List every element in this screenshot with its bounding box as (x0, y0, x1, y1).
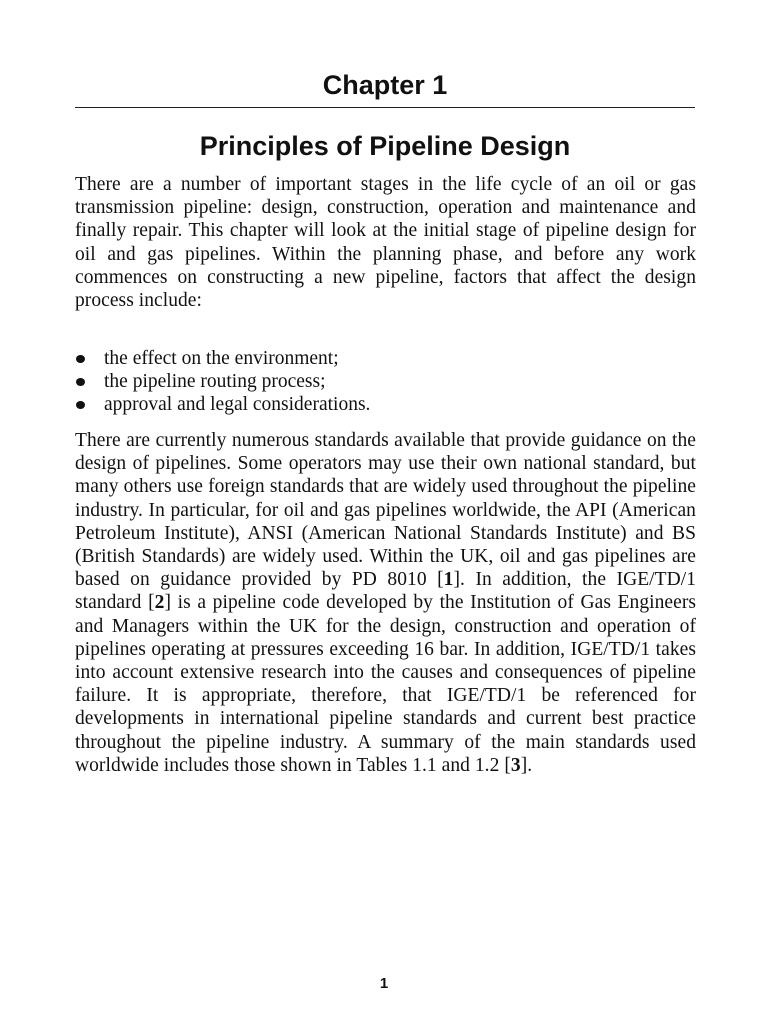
intro-paragraph: There are a number of important stages in the life cycle of an oil or gas transmission pipeline: design, construction, operation and maintenance and finally repair. This chapter will look at the initial stage of pipeline design for oil and gas pipelines. Within the planning phase, and before any work commences on constructing a new pipeline, factors that affect the design process include: (75, 174, 696, 312)
design-factors-list (75, 347, 696, 417)
standards-paragraph (75, 429, 696, 777)
citation-reference: 1 (443, 569, 454, 591)
paragraph-text: ] is a pipeline code developed by the Institution of Gas Engineers and Managers within the UK for the design, construction and operation of pipelines operating at pressures exceeding 16 bar. In addition, IGE/TD/1 takes into account extensive research into the causes and consequences of pipeline failure. It is appropriate, therefore, that IGE/TD/1 be referenced for developments in international pipeline standards and current best practice throughout the pipeline industry. A summary of the main standards used worldwide includes those shown in Tables 1.1 and 1.2 [ (75, 592, 697, 776)
chapter-label: Chapter 1 (322, 70, 448, 100)
page-number: 1 (379, 975, 389, 992)
bullet-icon (76, 355, 85, 363)
citation-reference: 2 (154, 592, 165, 614)
citation-reference: 3 (510, 754, 521, 776)
list-item-text: the effect on the environment; (104, 348, 339, 369)
chapter-title: Principles of Pipeline Design (199, 131, 571, 161)
list-item-text: approval and legal considerations. (104, 394, 371, 416)
list-item (75, 393, 696, 416)
list-item (75, 347, 696, 370)
bullet-icon (76, 401, 85, 409)
list-item (75, 370, 696, 393)
paragraph-text: ]. (520, 754, 533, 776)
paragraph-text: There are currently numerous standards available that provide guidance on the design of pipelines. Some operators may use their own national standard, but many others use foreign standards that are widely used throughout the pipeline industry. In particular, for oil and gas pipelines worldwide, the API (American Petroleum Institute), ANSI (American National Standards Institute) and BS (British Standards) are widely used. Within the UK, oil and gas pipelines are based on guidance provided by PD 8010 [ (75, 430, 696, 591)
paragraph-text: ]. In addition, the IGE/TD/1 standard [ (75, 569, 696, 614)
bullet-icon (76, 378, 85, 386)
list-item-text: the pipeline routing process; (104, 371, 326, 393)
chapter-divider (75, 107, 695, 108)
